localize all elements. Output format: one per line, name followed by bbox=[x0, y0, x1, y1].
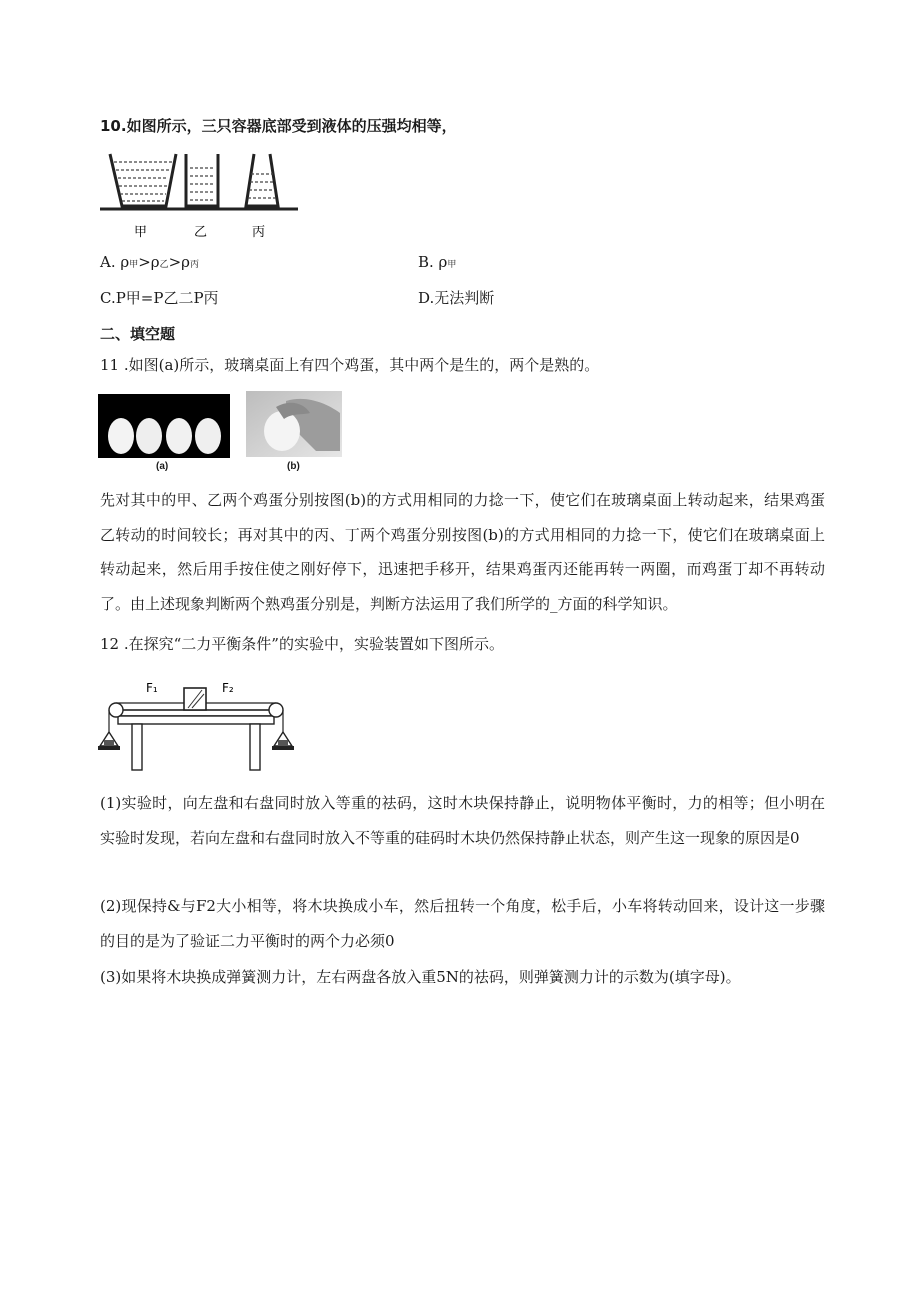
q10-option-b[interactable] bbox=[418, 252, 456, 275]
two-force-apparatus-figure bbox=[98, 676, 298, 776]
q11-stem: 11 .如图(a)所示，玻璃桌面上有四个鸡蛋，其中两个是生的，两个是熟的。 bbox=[100, 356, 600, 374]
container-yi bbox=[186, 154, 218, 206]
q12-part-1: (1)实验时，向左盘和右盘同时放入等重的祛码，这时木块保持静止，说明物体平衡时，力的相等；但小明在实验时发现，若向左盘和右盘同时放入不等重的硅码时木块仍然保持静止状态，则产生这一现象的原因是0 bbox=[100, 794, 825, 847]
q12-part-2: (2)现保持&与F2大小相等，将木块换成小车，然后扭转一个角度，松手后，小车将转动回来，设计这一步骤的目的是为了验证二力平衡时的两个力必须0 bbox=[100, 897, 825, 950]
caption-b: (b) bbox=[287, 461, 300, 472]
container-bing bbox=[246, 154, 278, 206]
q11-body: 先对其中的甲、乙两个鸡蛋分别按图(b)的方式用相同的力捻一下，使它们在玻璃桌面上转动起来，结果鸡蛋乙转动的时间较长；再对其中的丙、丁两个鸡蛋分别按图(b)的方式用相同的力捻一下，使它们在玻璃桌面上转动起来，然后用手按住使之刚好停下，迅速把手移开，结果鸡蛋丙还能再转一两圈，而鸡蛋丁却不再转动了。由上述现象判断两个熟鸡蛋分别是，判断方法运用了我们所学的_方面的科学知识。 bbox=[100, 491, 825, 613]
label-yi: 乙 bbox=[194, 225, 208, 240]
q12-stem: 12 .在探究“二力平衡条件”的实验中，实验装置如下图所示。 bbox=[100, 635, 504, 653]
label-jia: 甲 bbox=[134, 225, 148, 240]
eggs-photo-a bbox=[98, 394, 230, 458]
option-b-text: B. ρ bbox=[418, 253, 448, 271]
q10-containers-figure bbox=[100, 148, 300, 243]
section-title: 二、填空题 bbox=[100, 325, 176, 343]
option-a-text: A. ρ bbox=[100, 253, 130, 271]
label-F2: F₂ bbox=[222, 681, 234, 695]
hand-egg-photo-b bbox=[246, 391, 342, 457]
option-a-mid2: >ρ bbox=[168, 253, 190, 271]
caption-a: (a) bbox=[156, 461, 169, 472]
option-a-sub2: 乙 bbox=[159, 260, 169, 270]
q12-part-3: (3)如果将木块换成弹簧测力计，左右两盘各放入重5N的祛码，则弹簧测力计的示数为(填字母)。 bbox=[100, 968, 741, 986]
option-b-sub: 甲 bbox=[447, 260, 457, 270]
q10-stem: 10.如图所示，三只容器底部受到液体的压强均相等， bbox=[100, 117, 457, 135]
option-a-sub1: 甲 bbox=[129, 260, 139, 270]
q10-option-d[interactable]: D.无法判断 bbox=[418, 289, 495, 307]
label-F1: F₁ bbox=[146, 681, 158, 695]
label-bing: 丙 bbox=[252, 225, 266, 240]
option-a-mid1: >ρ bbox=[138, 253, 160, 271]
q10-option-c[interactable]: C.P甲=P乙二P丙 bbox=[100, 289, 219, 307]
option-a-sub3: 丙 bbox=[190, 260, 200, 270]
q10-option-a[interactable] bbox=[100, 252, 199, 275]
container-jia bbox=[110, 154, 176, 206]
